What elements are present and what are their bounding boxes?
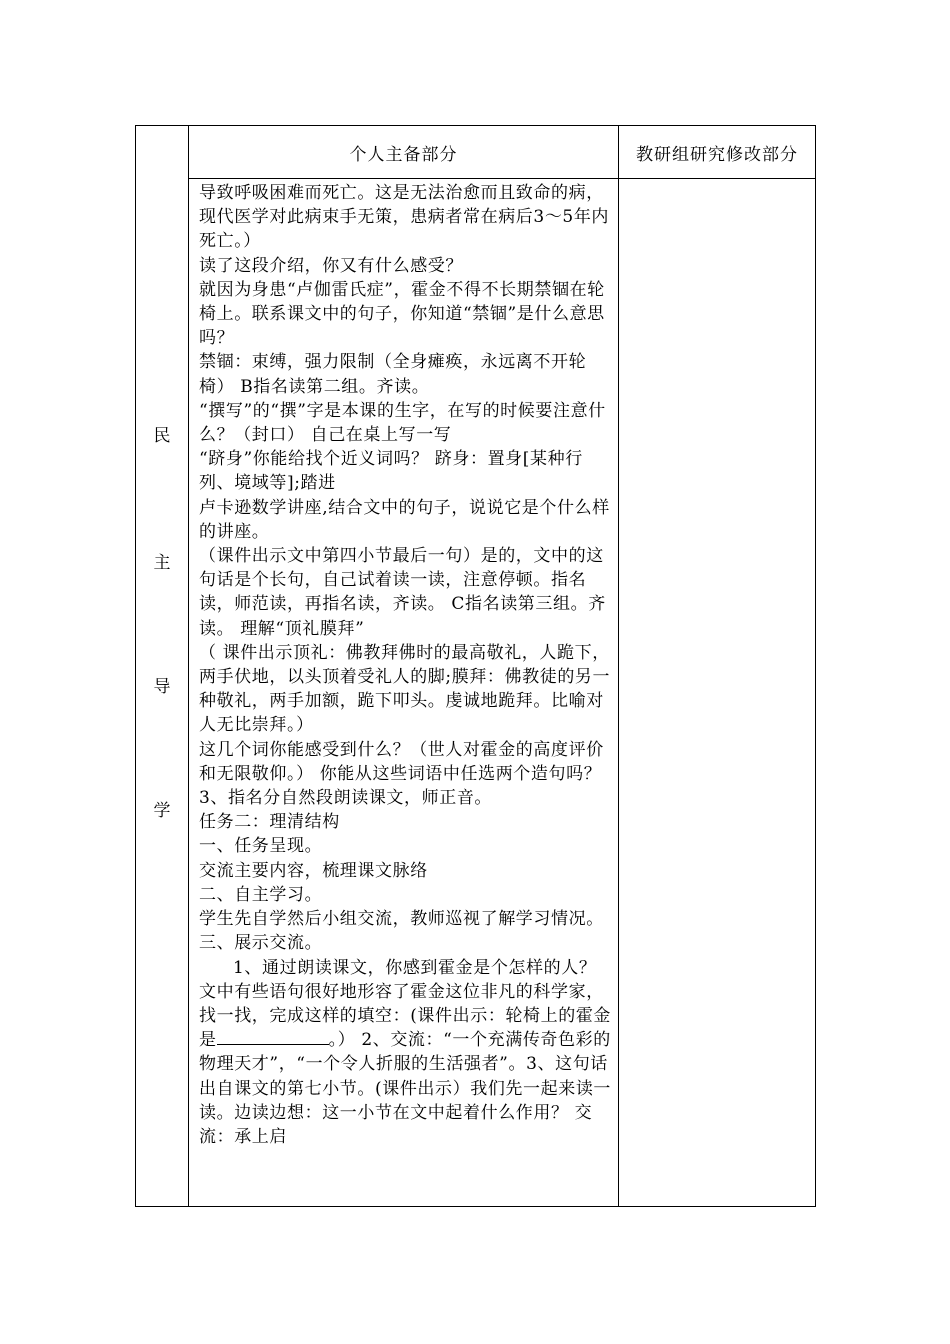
paragraph: 交流主要内容，梳理课文脉络: [199, 860, 428, 881]
paragraph: （课件出示文中第四小节最后一句）是的，文中的这句话是个长句，自己试着读一读，注意停顿。指名读，师范读，再指名读，齐读。 C指名读第三组。齐读。 理解“顶礼膜拜”: [199, 546, 606, 639]
paragraph: “撰写”的“撰”字是本课的生字，在写的时候要注意什么？（封口） 自己在桌上写一写: [199, 400, 606, 446]
paragraph: 禁锢：束缚，强力限制（全身瘫痪，永远离不开轮椅） B指名读第二组。齐读。: [199, 352, 587, 397]
paragraph: 导致呼吸困难而死亡。这是无法治愈而且致命的病，现代医学对此病束手无策，患病者常在病后3～5年内死亡。）: [199, 183, 610, 252]
paragraph: 就因为身患“卢伽雷氏症”，霍金不得不长期禁锢在轮椅上。联系课文中的句子，你知道“禁锢”是什么意思吗？: [199, 279, 605, 349]
side-label-char: 导: [153, 677, 172, 697]
paragraph: 一、任务呈现。: [199, 836, 323, 857]
paragraph-text: 。） 2、交流：“一个充满传奇色彩的物理天才”，“一个令人折服的生活强者”。3、这句话出自课文的第七小节。(课件出示）我们先一起来读一读。边读边想：这一小节在文中起着什么作用？ 交流：承上启: [199, 1030, 612, 1147]
header-group-revision: 教研组研究修改部分: [619, 126, 816, 179]
side-label-char: 民: [153, 426, 172, 446]
paragraph: 读了这段介绍，你又有什么感受？: [199, 255, 463, 276]
paragraph: 三、展示交流。: [199, 933, 323, 954]
paragraph-text: 1、通过朗读课文，你感到霍金是个怎样的人？文中有些语句很好地形容了霍金这位非凡的科学家，找一找，完成这样的填空：(课件出示：轮椅上的霍金是: [199, 957, 612, 1051]
side-label-char: 主: [153, 553, 172, 573]
paragraph: 卢卡逊数学讲座,结合文中的句子，说说它是个什么样的讲座。: [199, 497, 610, 542]
main-content-cell: [189, 179, 619, 1207]
paragraph: “跻身”你能给找个近义词吗？ 跻身：置身[某种行列、境域等];踏进: [199, 449, 583, 494]
paragraph: （ 课件出示顶礼：佛教拜佛时的最高敬礼，人跪下，两手伏地，以头顶着受礼人的脚;膜拜：佛教徒的另一种敬礼，两手加额，跪下叩头。虔诚地跪拜。比喻对人无比崇拜。）: [199, 642, 611, 736]
side-label-char: 学: [153, 801, 172, 821]
header-row: [136, 126, 816, 179]
fill-in-blank: [217, 1028, 329, 1045]
main-text: [189, 179, 618, 1149]
side-column-cell: [136, 126, 189, 1207]
paragraph: [199, 956, 612, 1150]
paragraph: 这几个词你能感受到什么？（世人对霍金的高度评价和无限敬仰。） 你能从这些词语中任选两个造句吗？ 3、指名分自然段朗读课文，师正音。: [199, 739, 604, 809]
paragraph: 学生先自学然后小组交流，教师巡视了解学习情况。: [199, 909, 604, 930]
paragraph: 任务二：理清结构: [199, 812, 340, 833]
lesson-plan-table: [135, 125, 816, 1207]
content-row: [136, 179, 816, 1207]
revision-content-cell: [619, 179, 816, 1207]
paragraph: 二、自主学习。: [199, 884, 323, 905]
header-personal-prep: 个人主备部分: [189, 126, 619, 179]
